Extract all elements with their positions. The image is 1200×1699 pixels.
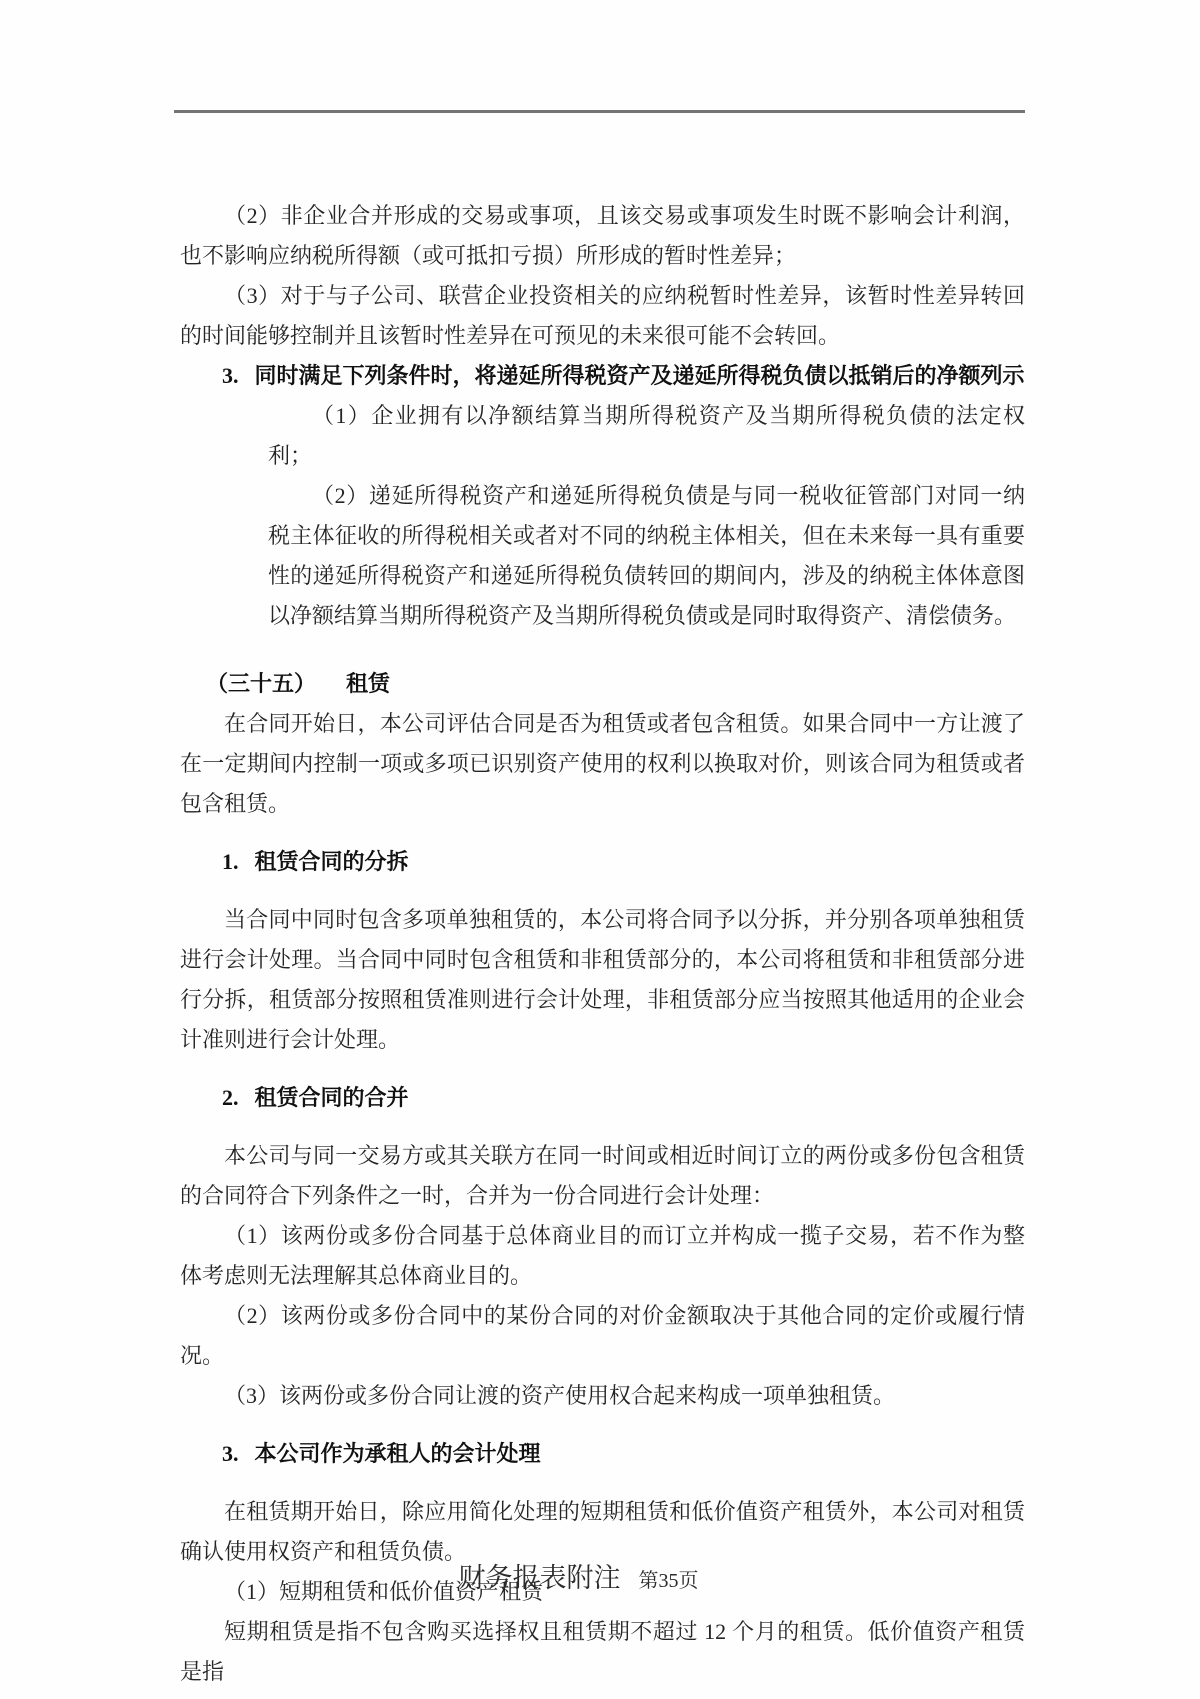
heading-text: 租赁合同的分拆 xyxy=(254,849,409,874)
paragraph-short-term-lease-definition: 短期租赁是指不包含购买选择权且租赁期不超过 12 个月的租赁。低价值资产租赁是指 xyxy=(180,1619,1025,1684)
section-heading-leases xyxy=(180,664,1025,704)
heading-number: 3. xyxy=(222,363,239,388)
paragraph-lease-definition: 在合同开始日，本公司评估合同是否为租赁或者包含租赁。如果合同中一方让渡了在一定期间内控制一项或多项已识别资产使用的权利以换取对价，则该合同为租赁或者包含租赁。 xyxy=(180,711,1025,816)
numbered-heading-net-presentation xyxy=(180,356,1025,396)
section-title: 租赁 xyxy=(346,671,391,696)
page-footer xyxy=(156,1560,1001,1601)
footer-title: 财务报表附注 xyxy=(458,1563,621,1593)
numbered-heading-lessee-accounting xyxy=(180,1434,1025,1474)
subparagraph-condition-2: （2）递延所得税资产和递延所得税负债是与同一税收征管部门对同一纳税主体征收的所得税相关或者对不同的纳税主体相关，但在未来每一具有重要性的递延所得税资产和递延所得税负债转回的期间内，涉及的纳税主体体意图以净额结算当期所得税资产及当期所得税负债或是同时取得资产、清偿债务。 xyxy=(268,483,1025,628)
paragraph-lease-combination-intro: 本公司与同一交易方或其关联方在同一时间或相近时间订立的两份或多份包含租赁的合同符合下列条件之一时，合并为一份合同进行会计处理： xyxy=(180,1143,1025,1208)
numbered-heading-lease-separation xyxy=(180,842,1025,882)
paragraph-deferred-tax-item2: （2）非企业合并形成的交易或事项，且该交易或事项发生时既不影响会计利润，也不影响应纳税所得额（或可抵扣亏损）所形成的暂时性差异； xyxy=(180,203,1025,268)
heading-number: 1. xyxy=(222,849,239,874)
paragraph-combination-condition-2: （2）该两份或多份合同中的某份合同的对价金额取决于其他合同的定价或履行情况。 xyxy=(180,1303,1025,1368)
paragraph-deferred-tax-item3: （3）对于与子公司、联营企业投资相关的应纳税暂时性差异，该暂时性差异转回的时间能够控制并且该暂时性差异在可预见的未来很可能不会转回。 xyxy=(180,283,1025,348)
footer-page-number: 第35页 xyxy=(638,1570,699,1592)
header-divider xyxy=(174,110,1025,113)
subparagraph-condition-1: （1）企业拥有以净额结算当期所得税资产及当期所得税负债的法定权利； xyxy=(268,403,1025,468)
paragraph-lease-separation-body: 当合同中同时包含多项单独租赁的，本公司将合同予以分拆，并分别各项单独租赁进行会计处理。当合同中同时包含租赁和非租赁部分的，本公司将租赁和非租赁部分进行分拆，租赁部分按照租赁准则进行会计处理，非租赁部分应当按照其他适用的企业会计准则进行会计处理。 xyxy=(180,907,1025,1052)
numbered-heading-lease-combination xyxy=(180,1078,1025,1118)
document-body xyxy=(180,196,1025,1692)
paragraph-lessee-recognition: 在租赁期开始日，除应用简化处理的短期租赁和低价值资产租赁外，本公司对租赁确认使用权资产和租赁负债。 xyxy=(180,1499,1025,1564)
heading-number: 2. xyxy=(222,1085,239,1110)
heading-text: 本公司作为承租人的会计处理 xyxy=(254,1441,541,1466)
paragraph-combination-condition-3: （3）该两份或多份合同让渡的资产使用权合起来构成一项单独租赁。 xyxy=(224,1383,896,1408)
paragraph-combination-condition-1: （1）该两份或多份合同基于总体商业目的而订立并构成一揽子交易，若不作为整体考虑则无法理解其总体商业目的。 xyxy=(180,1223,1025,1288)
paragraph-short-term-lease-label: （1）短期租赁和低价值资产租赁 xyxy=(224,1579,544,1604)
heading-text: 同时满足下列条件时，将递延所得税资产及递延所得税负债以抵销后的净额列示 xyxy=(254,363,1025,388)
section-number-label: （三十五） xyxy=(206,671,317,696)
heading-number: 3. xyxy=(222,1441,239,1466)
heading-text: 租赁合同的合并 xyxy=(254,1085,409,1110)
